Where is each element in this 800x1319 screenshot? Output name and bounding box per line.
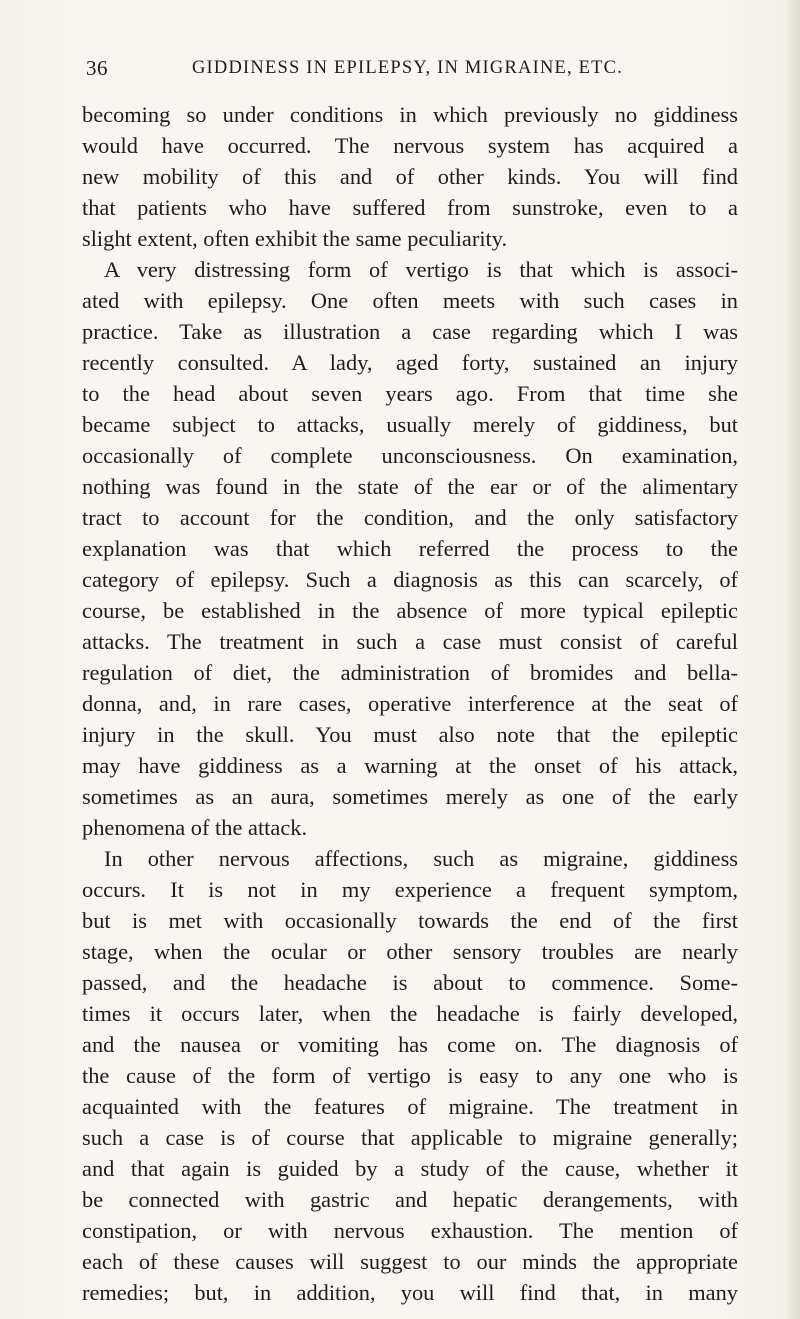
text-line: injury in the skull. You must also note that the epileptic — [82, 722, 738, 747]
page-header — [86, 56, 736, 86]
text-line: new mobility of this and of other kinds. You will find — [82, 164, 738, 189]
text-line: constipation, or with nervous exhaustion. The mention of — [82, 1218, 738, 1243]
text-line: A very distressing form of vertigo is that which is associ- — [104, 257, 738, 282]
text-line: became subject to attacks, usually merely of giddiness, but — [82, 412, 738, 437]
text-line: be connected with gastric and hepatic derangements, with — [82, 1187, 738, 1212]
text-line: stage, when the ocular or other sensory troubles are nearly — [82, 939, 738, 964]
text-line: nothing was found in the state of the ear or of the alimentary — [82, 474, 738, 499]
text-line: times it occurs later, when the headache is fairly developed, — [82, 1001, 738, 1026]
page-edge-shadow — [786, 0, 800, 1319]
text-line: and the nausea or vomiting has come on. The diagnosis of — [82, 1032, 738, 1057]
text-line: explanation was that which referred the process to the — [82, 536, 738, 561]
text-line: becoming so under conditions in which previously no giddiness — [82, 102, 738, 127]
text-line: donna, and, in rare cases, operative interference at the seat of — [82, 691, 738, 716]
body-text — [82, 99, 738, 1308]
text-line: may have giddiness as a warning at the onset of his attack, — [82, 753, 738, 778]
text-line: to the head about seven years ago. From that time she — [82, 381, 738, 406]
text-line: tract to account for the condition, and the only satisfactory — [82, 505, 738, 530]
text-line: acquainted with the features of migraine. The treatment in — [82, 1094, 738, 1119]
text-line: attacks. The treatment in such a case must consist of careful — [82, 629, 738, 654]
text-line: remedies; but, in addition, you will find that, in many — [82, 1280, 738, 1305]
text-line: category of epilepsy. Such a diagnosis as this can scarcely, of — [82, 567, 738, 592]
text-line: and that again is guided by a study of the cause, whether it — [82, 1156, 738, 1181]
text-line: but is met with occasionally towards the end of the first — [82, 908, 738, 933]
text-line: such a case is of course that applicable to migraine generally; — [82, 1125, 738, 1150]
text-line: regulation of diet, the administration of bromides and bella- — [82, 660, 738, 685]
running-title: GIDDINESS IN EPILEPSY, IN MIGRAINE, ETC. — [192, 58, 624, 78]
text-line: course, be established in the absence of more typical epileptic — [82, 598, 738, 623]
text-line: recently consulted. A lady, aged forty, sustained an injury — [82, 350, 738, 375]
text-line: the cause of the form of vertigo is easy to any one who is — [82, 1063, 738, 1088]
text-line: occurs. It is not in my experience a frequent symptom, — [82, 877, 738, 902]
page-number: 36 — [86, 56, 108, 80]
text-line: sometimes as an aura, sometimes merely as one of the early — [82, 784, 738, 809]
text-line: passed, and the headache is about to commence. Some- — [82, 970, 738, 995]
text-line: that patients who have suffered from sunstroke, even to a — [82, 195, 738, 220]
text-line: ated with epilepsy. One often meets with such cases in — [82, 288, 738, 313]
text-line: practice. Take as illustration a case regarding which I was — [82, 319, 738, 344]
text-line: slight extent, often exhibit the same peculiarity. — [82, 226, 508, 251]
text-line: would have occurred. The nervous system has acquired a — [82, 133, 738, 158]
text-line: each of these causes will suggest to our minds the appropriate — [82, 1249, 738, 1274]
text-line: phenomena of the attack. — [82, 815, 308, 840]
text-line: In other nervous affections, such as migraine, giddiness — [104, 846, 738, 871]
text-line: occasionally of complete unconsciousness. On examination, — [82, 443, 738, 468]
